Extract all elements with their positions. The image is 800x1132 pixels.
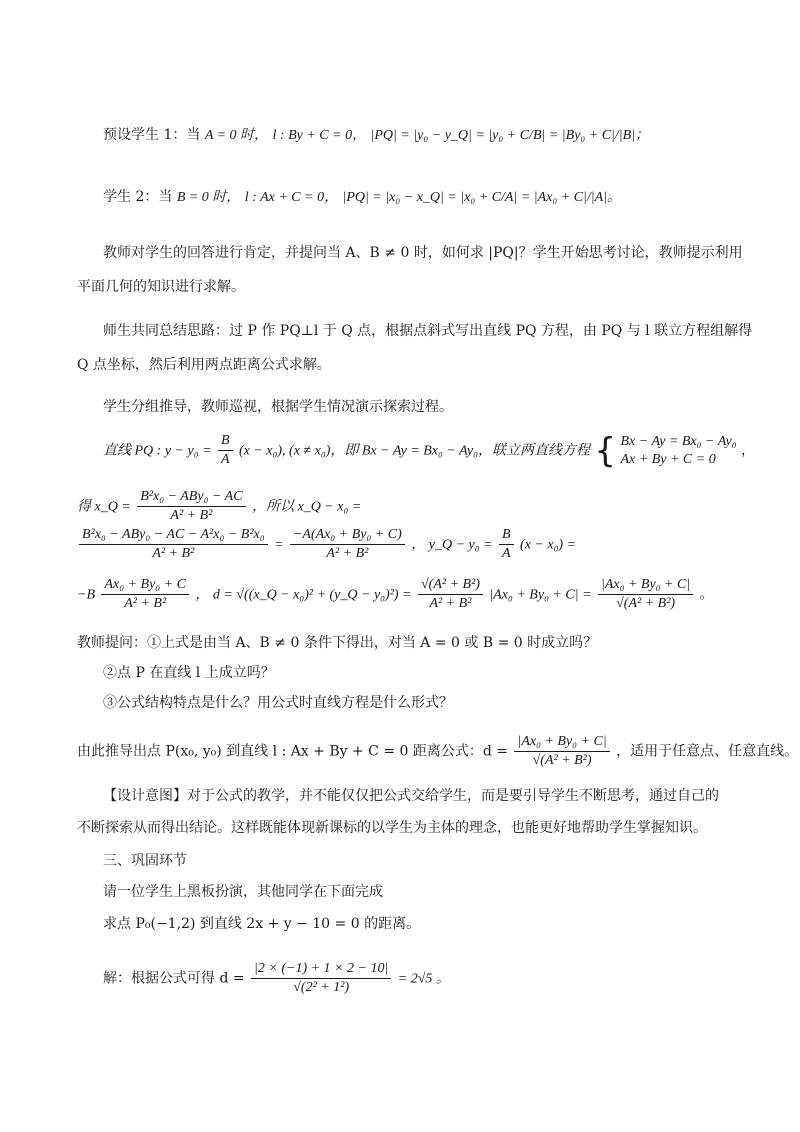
math: ， y_Q − y₀ = [411, 537, 493, 553]
left-brace: { [594, 430, 617, 471]
text: ③公式结构特点是什么？用公式时直线方程是什么形式？ [103, 695, 453, 711]
text: 师生共同总结思路：过 P 作 PQ⊥l 于 Q 点，根据点斜式写出直线 PQ 方程，由 PQ 与 l 联立方程组解得 [103, 323, 753, 339]
text: 学生 2：当 [103, 189, 177, 205]
paragraph-line [77, 277, 245, 297]
equation-line-xq [77, 488, 361, 525]
math: l : By + C = 0， [272, 128, 367, 143]
text: 三、巩固环节 [103, 853, 187, 869]
paragraph-line [103, 914, 420, 934]
fraction: $\frac{\text{B²x₀ − ABy₀ − AC}}{\text{A² + B²}}$ [137, 488, 245, 525]
math: (x − x₀) = [520, 537, 577, 553]
equation-line-pq: 直线 PQ : y − y₀ = $\frac{B}{A}$ (x − x₀), (x ≠ x₀)，即 Bx − Ay = Bx₀ − Ay₀，联立两直线方程 { Bx − Ay = Bx₀ − Ay₀ Ax + By + C = 0 ， [103, 430, 756, 471]
text: 由此推导出点 P(x₀, y₀) 到直线 l : Ax + By + C = 0 距离公式：d = [77, 743, 509, 760]
text: 解：根据公式可得 d = [103, 970, 245, 987]
text: 教师对学生的回答进行肯定，并提问当 A、B ≠ 0 时，如何求 |PQ|？学生开始思考讨论，教师提示利用 [103, 245, 743, 261]
text: 教师提问：①上式是由当 A、B ≠ 0 条件下得出，对当 A = 0 或 B = 0 时成立吗？ [77, 635, 598, 651]
math: 直线 PQ : y − y₀ = [103, 443, 212, 459]
fraction: $\frac{\text{|Ax₀ + By₀ + C|}}{\text{√(A² + B²)}}$ [514, 733, 609, 770]
text: 预设学生 1：当 [103, 127, 205, 143]
fraction: $\frac{B}{A}$ [218, 432, 233, 469]
section-heading [103, 851, 187, 871]
question-line [103, 693, 453, 713]
paragraph-line [77, 818, 707, 838]
paragraph-line [103, 321, 752, 341]
system-eq-2: Ax + By + C = 0 [620, 451, 716, 467]
fraction: $\frac{\text{√(A² + B²)}}{\text{A² + B²}}$ [418, 576, 483, 613]
paragraph-line [77, 355, 331, 375]
text: 求点 P₀(−1,2) 到直线 2x + y − 10 = 0 的距离。 [103, 916, 421, 932]
math: −B [77, 587, 95, 603]
text: 平面几何的知识进行求解。 [77, 279, 245, 295]
fraction: $\frac{\text{−A(Ax₀ + By₀ + C)}}{\text{A² + B²}}$ [290, 526, 405, 563]
solution-line [103, 960, 450, 997]
text: ，适用于任意点、任意直线。 [616, 743, 799, 760]
fraction: $\frac{|2 \times (-1) + 1 \times 2 - 10|}{\text{√(2² + 1²)}}$ [251, 960, 391, 997]
fraction: $\frac{\text{|Ax₀ + By₀ + C|}}{\text{√(A² + B²)}}$ [598, 576, 693, 613]
math: ，所以 x_Q − x₀ = [251, 499, 362, 515]
math: (x − x₀), (x ≠ x₀)，即 Bx − Ay = Bx₀ − Ay₀，联立两直线方程 [238, 443, 590, 459]
math: ， d = √((x_Q − x₀)² + (y_Q − y₀)²) = [195, 587, 412, 603]
text: 不断探索从而得出结论。这样既能体现新课标的以学生为主体的理念，也能更好地帮助学生掌握知识。 [77, 820, 707, 836]
text: 【设计意图】对于公式的教学，并不能仅仅把公式交给学生，而是要引导学生不断思考，通过自己的 [103, 788, 719, 804]
equation-line-distance: −B $\frac{\text{Ax₀ + By₀ + C}}{\text{A² + B²}}$ ， d = √((x_Q − x₀)² + (y_Q − y₀)²) = $\frac{\text{√(A² + B²)}}{\text{A² + B²}}$ |Ax₀ + By₀ + C| = $\frac{\text{|Ax₀ + By₀ + C|}}{\text{√(A² + B²)}}$ 。 [77, 577, 714, 611]
math: |PQ| = |y₀ − y_Q| = |y₀ + C/B| = |By₀ + C|/|B|； [370, 128, 650, 143]
equation-system [621, 433, 737, 469]
question-line [103, 663, 275, 683]
fraction: $\frac{B}{A}$ [499, 526, 514, 563]
math: 得 x_Q = [77, 499, 131, 515]
question-line [77, 633, 597, 653]
text: ②点 P 在直线 l 上成立吗？ [103, 665, 275, 681]
paragraph-line [103, 786, 719, 806]
paragraph-line [103, 243, 743, 263]
line-student-2 [103, 187, 621, 208]
math: B = 0 时， [176, 190, 241, 205]
math: A = 0 时， [204, 128, 269, 143]
line-student-1 [103, 125, 649, 146]
math: |PQ| = |x₀ − x_Q| = |x₀ + C/A| = |Ax₀ + C|/|A|。 [342, 190, 622, 205]
system-eq-1: Bx − Ay = Bx₀ − Ay₀ [620, 433, 737, 449]
text: 请一位学生上黑板扮演，其他同学在下面完成 [103, 884, 383, 900]
math: |Ax₀ + By₀ + C| = [489, 587, 592, 603]
text: Q 点坐标，然后利用两点距离公式求解。 [77, 357, 331, 373]
formula-line [77, 733, 798, 770]
paragraph-line [103, 882, 383, 902]
paragraph-line [103, 397, 453, 417]
math: = 2√5 。 [397, 971, 450, 987]
fraction: $\frac{\text{Ax₀ + By₀ + C}}{\text{A² + B²}}$ [101, 576, 189, 613]
fraction: $\frac{\text{B²x₀ − ABy₀ − AC − A²x₀ − B²x₀}}{\text{A² + B²}}$ [79, 526, 268, 563]
equation-line-expand: $\frac{\text{B²x₀ − ABy₀ − AC − A²x₀ − B²x₀}}{\text{A² + B²}}$ = $\frac{\text{−A(Ax₀ + By₀ + C)}}{\text{A² + B²}}$ ， y_Q − y₀ = $\frac{B}{A}$ (x − x₀) = [77, 526, 576, 563]
text: 学生分组推导，教师巡视，根据学生情况演示探索过程。 [103, 399, 453, 415]
math: l : Ax + C = 0， [244, 190, 339, 205]
